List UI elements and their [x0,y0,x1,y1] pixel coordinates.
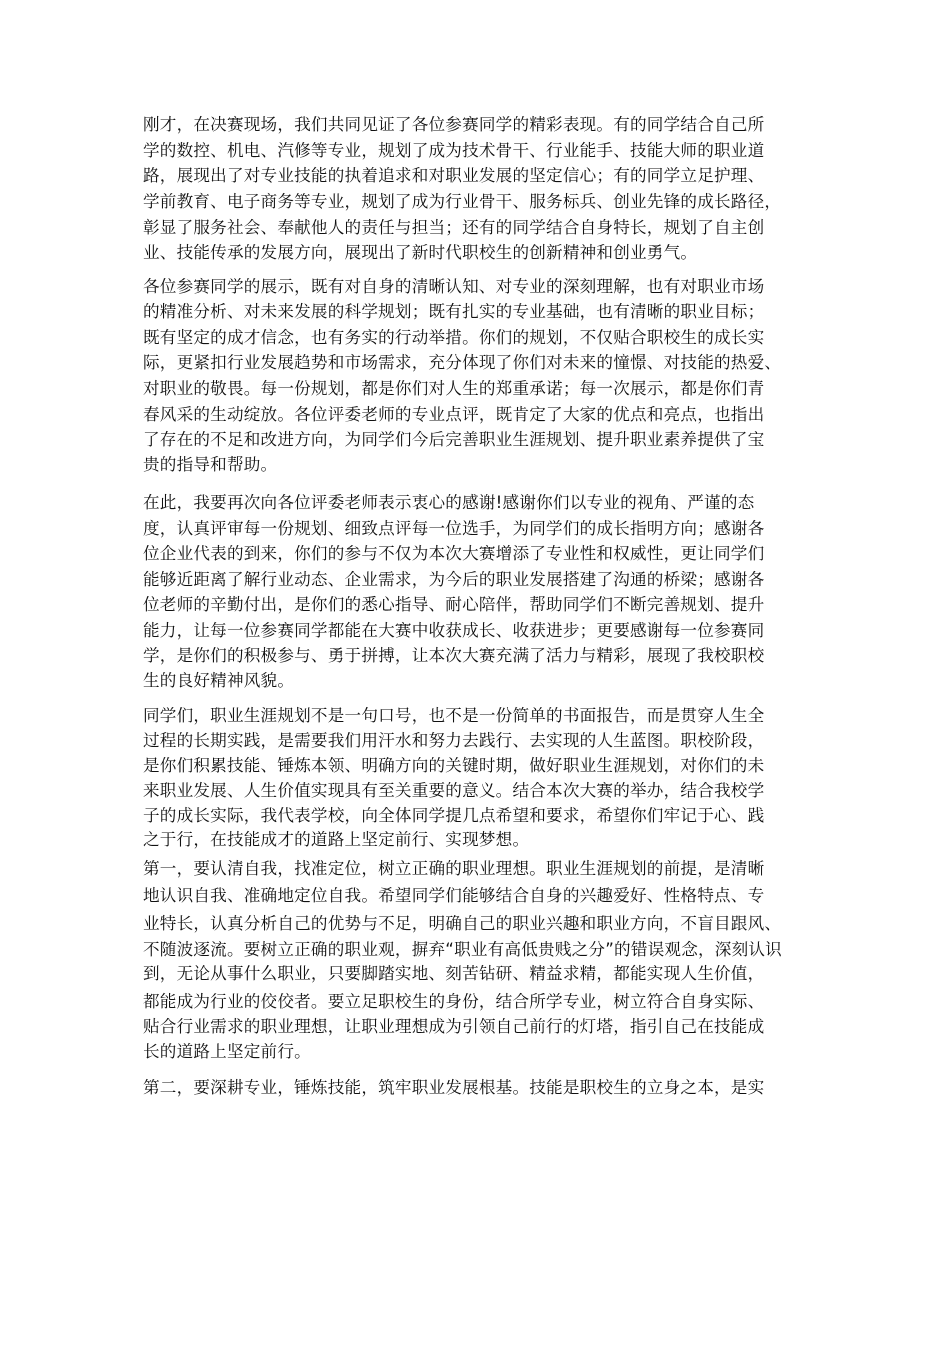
text-line: 第一，要认清自我，找准定位，树立正确的职业理想。职业生涯规划的前提，是清晰 [143,859,765,878]
text-line: 学，是你们的积极参与、勇于拼搏，让本次大赛充满了活力与精彩，展现了我校职校 [143,646,765,665]
text-line: 地认识自我、准确地定位自我。希望同学们能够结合自身的兴趣爱好、性格特点、专 [143,886,765,905]
text-line: 既有坚定的成才信念，也有务实的行动举措。你们的规划，不仅贴合职校生的成长实 [143,328,765,347]
text-line: 之于行，在技能成才的道路上坚定前行、实现梦想。 [143,830,530,849]
text-line: 际，更紧扣行业发展趋势和市场需求，充分体现了你们对未来的憧憬、对技能的热爱、 [143,353,782,372]
text-line: 业、技能传承的发展方向，展现出了新时代职校生的创新精神和创业勇气。 [143,243,698,262]
text-line: 的精准分析、对未来发展的科学规划；既有扎实的专业基础，也有清晰的职业目标； [143,302,765,321]
text-line: 了存在的不足和改进方向，为同学们今后完善职业生涯规划、提升职业素养提供了宝 [143,430,765,449]
text-line: 业特长，认真分析自己的优势与不足，明确自己的职业兴趣和职业方向，不盲目跟风、 [143,914,782,933]
text-line: 不随波逐流。要树立正确的职业观，摒弃“职业有高低贵贱之分”的错误观念，深刻认识 [143,940,782,959]
text-line: 彰显了服务社会、奉献他人的责任与担当；还有的同学结合自身特长，规划了自主创 [143,218,765,237]
text-line: 在此，我要再次向各位评委老师表示衷心的感谢!感谢你们以专业的视角、严谨的态 [143,493,755,512]
text-line: 位企业代表的到来，你们的参与不仅为本次大赛增添了专业性和权威性，更让同学们 [143,544,765,563]
text-line: 生的良好精神风貌。 [143,671,295,690]
text-line: 都能成为行业的佼佼者。要立足职校生的身份，结合所学专业，树立符合自身实际、 [143,992,765,1011]
text-line: 对职业的敬畏。每一份规划，都是你们对人生的郑重承诺；每一次展示，都是你们青 [143,379,765,398]
text-line: 刚才，在决赛现场，我们共同见证了各位参赛同学的精彩表现。有的同学结合自己所 [143,115,765,134]
text-line: 春风采的生动绽放。各位评委老师的专业点评，既肯定了大家的优点和亮点，也指出 [143,405,765,424]
text-line: 各位参赛同学的展示，既有对自身的清晰认知、对专业的深刻理解，也有对职业市场 [143,277,765,296]
text-line: 学前教育、电子商务等专业，规划了成为行业骨干、服务标兵、创业先锋的成长路径， [143,192,782,211]
text-line: 子的成长实际，我代表学校，向全体同学提几点希望和要求，希望你们牢记于心、践 [143,806,765,825]
text-line: 位老师的辛勤付出，是你们的悉心指导、耐心陪伴，帮助同学们不断完善规划、提升 [143,595,765,614]
text-line: 贵的指导和帮助。 [143,455,278,474]
text-line: 同学们，职业生涯规划不是一句口号，也不是一份简单的书面报告，而是贯穿人生全 [143,706,765,725]
text-line: 度，认真评审每一份规划、细致点评每一位选手，为同学们的成长指明方向；感谢各 [143,519,765,538]
text-line: 过程的长期实践，是需要我们用汗水和努力去践行、去实现的人生蓝图。职校阶段， [143,731,765,750]
text-line: 贴合行业需求的职业理想，让职业理想成为引领自己前行的灯塔，指引自己在技能成 [143,1017,765,1036]
text-line: 路，展现出了对专业技能的执着追求和对职业发展的坚定信心；有的同学立足护理、 [143,166,765,185]
text-line: 到，无论从事什么职业，只要脚踏实地、刻苦钻研、精益求精，都能实现人生价值， [143,964,765,983]
text-line: 学的数控、机电、汽修等专业，规划了成为技术骨干、行业能手、技能大师的职业道 [143,141,765,160]
text-line: 长的道路上坚定前行。 [143,1042,311,1061]
text-line: 能力，让每一位参赛同学都能在大赛中收获成长、收获进步；更要感谢每一位参赛同 [143,621,765,640]
text-line: 是你们积累技能、锤炼本领、明确方向的关键时期，做好职业生涯规划，对你们的未 [143,756,765,775]
text-line: 来职业发展、人生价值实现具有至关重要的意义。结合本次大赛的举办，结合我校学 [143,781,765,800]
text-line: 第二，要深耕专业，锤炼技能，筑牢职业发展根基。技能是职校生的立身之本，是实 [143,1078,765,1097]
text-line: 能够近距离了解行业动态、企业需求，为今后的职业发展搭建了沟通的桥梁；感谢各 [143,570,765,589]
